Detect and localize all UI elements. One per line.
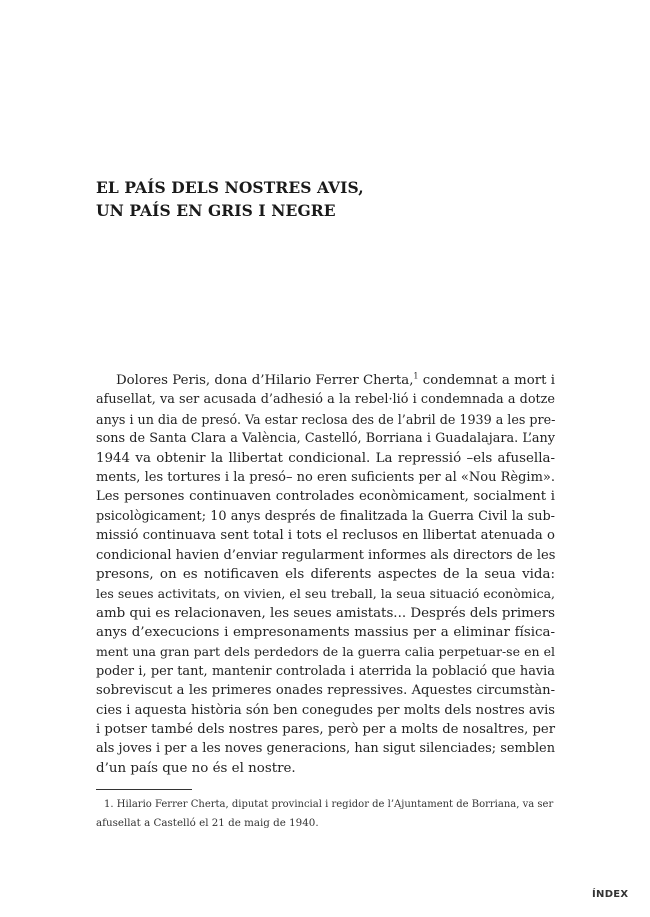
paragraph-line: anys i un dia de presó. Va estar reclosa des de l’abril de 1939 a les pre-: [96, 411, 556, 427]
paragraph-line: missió continuava sent total i tots el reclusos en llibertat atenuada o: [96, 528, 555, 544]
paragraph-line: 1944 va obtenir la llibertat condicional. La repressió –els afusella-: [96, 450, 555, 466]
paragraph-line: psicològicament; 10 anys després de finalitzada la Guerra Civil la sub-: [96, 508, 555, 524]
paragraph-line: poder i, per tant, mantenir controlada i aterrida la població que havia: [96, 663, 555, 679]
body-paragraph: [96, 371, 555, 778]
paragraph-line: sons de Santa Clara a València, Castelló, Borriana i Guadalajara. L’any: [96, 431, 555, 447]
chapter-title: [96, 176, 556, 222]
footnote-separator: [96, 789, 192, 790]
paragraph-line: Les persones continuaven controlades econòmicament, socialment i: [96, 489, 555, 505]
footnote-line: afusellat a Castelló el 21 de maig de 1940.: [96, 817, 319, 829]
paragraph-line: presons, on es notificaven els diferents aspectes de la seua vida:: [96, 566, 555, 582]
footnote-reference[interactable]: 1: [413, 371, 419, 381]
paragraph-line: condicional havien d’enviar regularment informes als directors de les: [96, 547, 556, 563]
paragraph-line: [96, 371, 555, 390]
chapter-title-line-1: EL PAÍS DELS NOSTRES AVIS,: [96, 178, 364, 197]
paragraph-text: condemnat a mort i: [418, 373, 555, 388]
paragraph-line: amb qui es relacionaven, les seues amistats... Després dels primers: [96, 605, 555, 621]
paragraph-line: i potser també dels nostres pares, però per a molts de nosaltres, per: [96, 722, 556, 738]
paragraph-line: ments, les tortures i la presó– no eren suficients per al «Nou Règim».: [96, 469, 555, 485]
paragraph-line: cies i aquesta història són ben conegudes per molts dels nostres avis: [96, 702, 555, 718]
paragraph-line: d’un país que no és el nostre.: [96, 760, 296, 776]
index-link[interactable]: ÍNDEX: [592, 889, 629, 900]
paragraph-line: anys d’execucions i empresonaments massius per a eliminar física-: [96, 625, 555, 641]
chapter-title-line-2: UN PAÍS EN GRIS I NEGRE: [96, 201, 336, 220]
paragraph-line: les seues activitats, on vivien, el seu treball, la seua situació econòmica,: [96, 586, 555, 602]
paragraph-line: als joves i per a les noves generacions, han sigut silenciades; semblen: [96, 741, 555, 757]
paragraph-text: Dolores Peris, dona d’Hilario Ferrer Cherta,: [116, 373, 414, 388]
footnote: [96, 796, 555, 832]
paragraph-line: afusellat, va ser acusada d’adhesió a la rebel·lió i condemnada a dotze: [96, 392, 555, 408]
paragraph-line: ment una gran part dels perdedors de la guerra calia perpetuar-se en el: [96, 644, 555, 660]
footnote-line: 1. Hilario Ferrer Cherta, diputat provincial i regidor de l’Ajuntament de Borriana, va ser: [104, 799, 554, 810]
paragraph-line: sobreviscut a les primeres onades repressives. Aquestes circumstàn-: [96, 683, 555, 699]
